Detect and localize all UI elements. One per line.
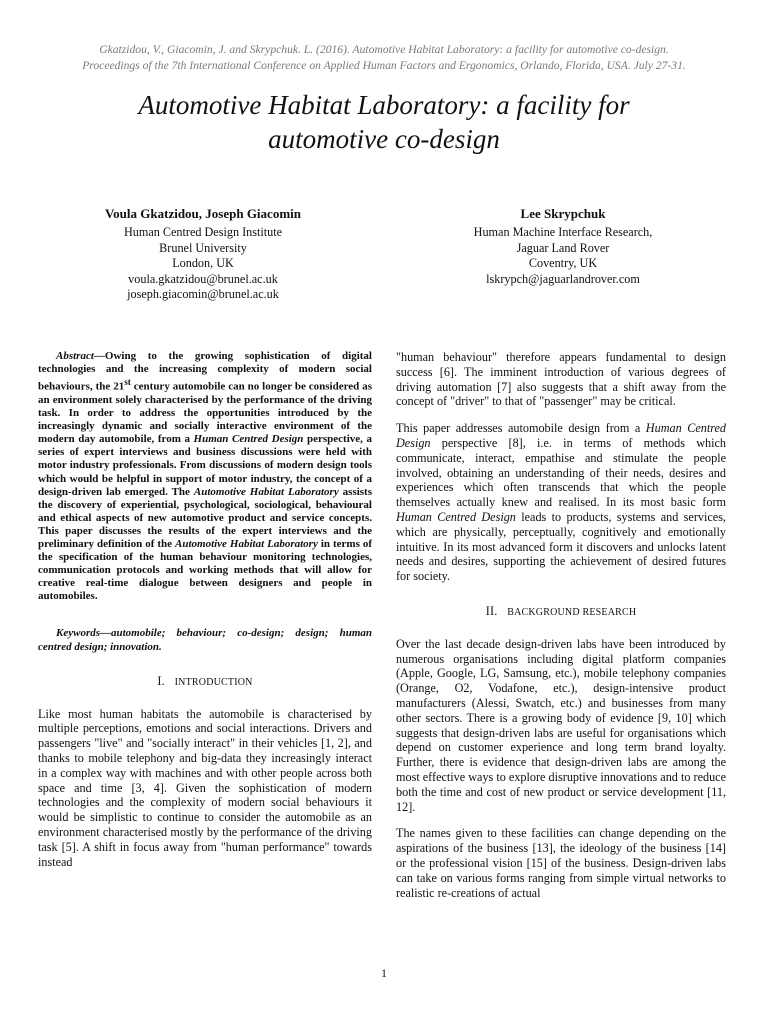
keywords: Keywords—automobile; behaviour; co-design; design; human centred design; innovation. [38, 627, 372, 653]
section-number: I. [157, 673, 165, 688]
paragraph-text: leads to products, systems and services, which are physically, perceptually, cognitively and emotionally intuitive. In its most advanced form it discovers and unlocks latent needs and desires, supporting the achievement of desired futures for society. [396, 509, 726, 584]
author-block-right [398, 206, 728, 287]
section-heading-background [396, 604, 726, 621]
abstract-emphasis: Human Centred Design [193, 433, 304, 446]
affiliation-line: Human Centred Design Institute [123, 225, 283, 240]
section-heading-introduction [38, 674, 372, 691]
page-number: 1 [381, 966, 387, 980]
introduction-paragraph: Like most human habitats the automobile is characterised by multiple perceptions, emotions and social interactions. Drivers and passengers "live" and "socially interact" in their vehicles [1, 2], and thanks to mobile telephony and big-data they increasingly interact in a complex way with machines and with other people across both space and time [3, 4]. Given the sophistication of modern technologies and the complexity of modern social behaviours it would be simplistic to continue to consider the automobile as an environment characterised mostly by the performance of the driving task [5]. A shift in focus away from "human performance" towards instead [38, 706, 372, 869]
body-paragraph [396, 421, 726, 584]
author-email: lskrypch@jaguarlandrover.com [486, 271, 640, 286]
abstract-text: perspective, a series of expert interviews and business discussions were held with motor industry professionals. From discussions of modern design tools which would be helpful in support of motor industry, the concept of a design-driven lab emerged. The [38, 433, 372, 498]
author-block-left [38, 206, 368, 302]
paragraph-text: This paper addresses automobile design from a [396, 421, 646, 436]
title-line-1: Automotive Habitat Laboratory: a facility for [138, 90, 630, 120]
abstract-emphasis: Automotive Habitat Laboratory [193, 485, 339, 498]
author-email: joseph.giacomin@brunel.ac.uk [127, 287, 279, 302]
affiliation-line: Coventry, UK [528, 256, 598, 271]
section-title: BACKGROUND RESEARCH [507, 606, 637, 618]
affiliation-line: London, UK [172, 256, 234, 271]
abstract-dash: — [93, 350, 105, 362]
title-line-2: automotive co-design [268, 124, 500, 154]
abstract-emphasis: Automotive Habitat Laboratory [175, 537, 318, 550]
affiliation-line: Human Machine Interface Research, [473, 225, 653, 240]
abstract-text: century automobile can no longer be considered as an environment solely characterised by the performance of the driving task. In order to address the opportunities introduced by the increasingly dynamic and socially interactive environment of the modern day automobile, from a [38, 380, 372, 446]
paragraph-emphasis: Human Centred Design [396, 421, 727, 450]
body-paragraph: "human behaviour" therefore appears fundamental to design success [6]. The imminent introduction of various degrees of driving automation [7] also suggests that a shift away from the concept of "driver" to that of "passenger" may be critical. [396, 350, 726, 409]
abstract-superscript: st [124, 377, 131, 388]
abstract-text: in terms of the specification of the human behaviour monitoring technologies, communication protocols and working methods that will allow for creative real-time dialogue between designers and people in automobiles. [38, 537, 373, 603]
paragraph-emphasis: Human Centred Design [396, 509, 516, 524]
abstract [38, 350, 372, 603]
left-column [38, 350, 372, 881]
affiliation-line: Jaguar Land Rover [516, 240, 610, 255]
body-paragraph: Over the last decade design-driven labs have been introduced by numerous organisations including digital platform companies (Apple, Google, LG, Samsung, etc.), mobile telephony companies (Orange, O2, Vodafone, etc.), design-intensive product manufacturers (Alessi, Swatch, etc.) and businesses from many other sectors. There is a growing body of evidence [9, 10] which suggests that design-driven labs are useful for organisations which depend on customer experience and long term brand loyalty. Further, there is evidence that design-driven labs are among the most effective ways to explore disruptive innovations and to reduce both the time and cost of new product or service development [11, 12]. [396, 636, 726, 814]
abstract-text: assists the discovery of experiential, psychological, sociological, behavioural and ethical aspects of new automotive product and service concepts. This paper discusses the results of the expert interviews and the preliminary definition of the [38, 485, 373, 550]
citation-line-2: Proceedings of the 7th International Conference on Applied Human Factors and Ergonomics, Orlando, Florida, USA. July 27-31. [82, 59, 686, 72]
affiliation-line: Brunel University [159, 240, 247, 255]
paragraph-text: perspective [8], i.e. in terms of methods which communicate, interact, empathise and stimulate the people involved, obtaining an understanding of their needs, desires and experiences which often transcends that which the people themselves actually knew and realised. In its most basic form [396, 435, 726, 510]
section-number: II. [485, 603, 498, 618]
body-paragraph: The names given to these facilities can change depending on the aspirations of the business [13], the ideology of the business [14] or the professional vision [15] of the business. Design-driven labs can take on various forms ranging from simple virtual networks to realistic re-creations of actual [396, 826, 726, 900]
abstract-text: Owing to the growing sophistication of digital technologies and the increasing complexity of modern social behaviours, the 21 [38, 350, 372, 393]
citation-line-1: Gkatzidou, V., Giacomin, J. and Skrypchuk. L. (2016). Automotive Habitat Laboratory: a facility for automotive co-design. [99, 43, 669, 56]
right-column [396, 350, 726, 912]
paper-title [60, 88, 708, 156]
author-email: voula.gkatzidou@brunel.ac.uk [128, 271, 278, 286]
author-names-left: Voula Gkatzidou, Joseph Giacomin [104, 206, 301, 221]
abstract-lead: Abstract [56, 350, 94, 362]
section-title: INTRODUCTION [174, 676, 253, 688]
author-names-right: Lee Skrypchuk [520, 206, 606, 221]
citation-header [0, 42, 768, 74]
